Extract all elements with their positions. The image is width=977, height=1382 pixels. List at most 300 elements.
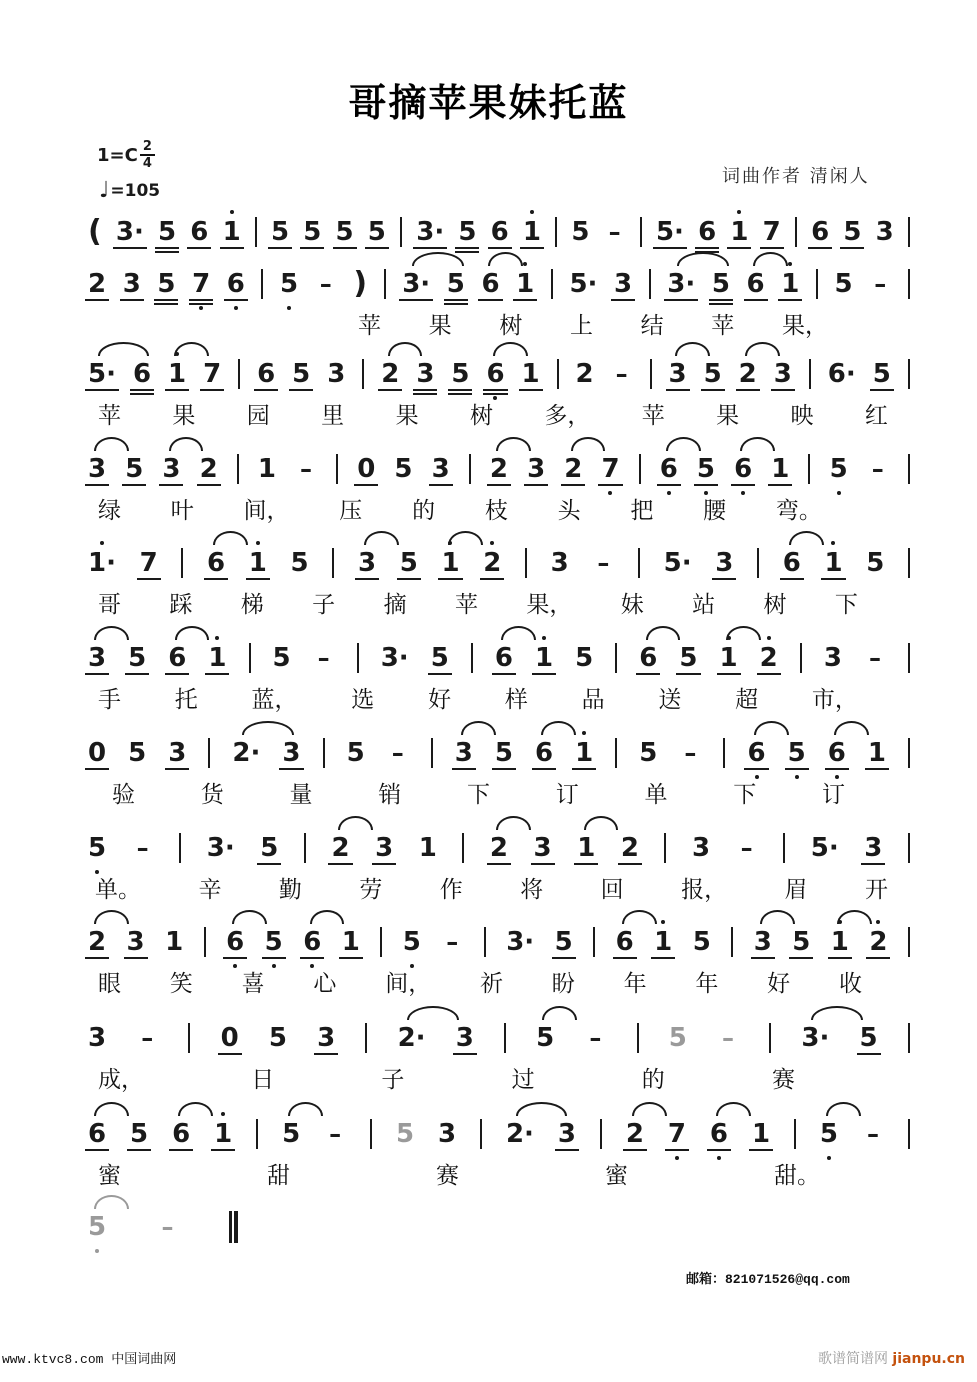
lyric-syllable: 间， bbox=[385, 970, 432, 997]
octave-dot-above bbox=[788, 262, 792, 266]
beam-underline bbox=[120, 299, 144, 301]
slur-arc bbox=[310, 910, 345, 924]
note: 5 bbox=[158, 219, 176, 245]
barline bbox=[504, 1023, 506, 1053]
slur-arc bbox=[754, 721, 789, 735]
beam-underline bbox=[768, 484, 792, 486]
octave-dot-below bbox=[608, 491, 612, 495]
lyric-syllable: 叶 bbox=[170, 497, 194, 524]
lyric-syllable: 弯。 bbox=[775, 497, 822, 524]
beam-underline bbox=[513, 299, 537, 301]
slur-arc bbox=[488, 252, 523, 266]
note: 3· bbox=[116, 219, 144, 245]
key-signature bbox=[97, 140, 155, 170]
note: 5 bbox=[395, 1119, 415, 1149]
beam-underline bbox=[137, 578, 161, 580]
duration-dash: – bbox=[866, 1120, 879, 1148]
beam-underline bbox=[85, 673, 109, 675]
note: 6 bbox=[710, 1121, 728, 1147]
lyric-syllable: 压 bbox=[339, 497, 363, 524]
barline bbox=[800, 643, 802, 673]
note: 5 bbox=[834, 269, 853, 299]
note: 1 bbox=[522, 361, 540, 387]
system-12 bbox=[88, 1205, 238, 1249]
note: 3· bbox=[402, 271, 430, 297]
note: 3 bbox=[168, 740, 186, 766]
slur-arc bbox=[496, 816, 531, 830]
barline bbox=[484, 927, 486, 957]
note: 1 bbox=[342, 929, 360, 955]
octave-dot-below bbox=[667, 491, 671, 495]
beam-underline-2 bbox=[155, 251, 179, 253]
beam-underline bbox=[279, 768, 303, 770]
beam-underline bbox=[825, 768, 849, 770]
beam-underline bbox=[413, 389, 437, 391]
beam-underline bbox=[757, 673, 781, 675]
beam-underline bbox=[428, 673, 452, 675]
lyric-syllable: 果 bbox=[172, 402, 196, 429]
octave-dot-below bbox=[755, 775, 759, 779]
note: 2 bbox=[869, 929, 887, 955]
note: 2 bbox=[621, 835, 639, 861]
beam-underline bbox=[372, 863, 396, 865]
lyric-syllable: 苹 bbox=[711, 312, 735, 339]
barline bbox=[908, 738, 910, 768]
duration-dash: – bbox=[391, 739, 404, 767]
duration-dash: – bbox=[317, 644, 330, 672]
note: 2 bbox=[626, 1121, 644, 1147]
note: 7 bbox=[763, 219, 781, 245]
lyric-syllable: 单。 bbox=[95, 876, 141, 903]
note: 7 bbox=[203, 361, 221, 387]
slur-arc bbox=[646, 626, 681, 640]
lyric-line-8 bbox=[95, 870, 888, 910]
beam-underline bbox=[154, 299, 178, 301]
beam-underline bbox=[665, 1149, 689, 1151]
note: 2 bbox=[88, 271, 106, 297]
beam-underline bbox=[483, 389, 507, 391]
beam-underline bbox=[749, 1149, 773, 1151]
composer-credit: 词曲作者 清闲人 bbox=[722, 166, 870, 187]
note: 6 bbox=[172, 1121, 190, 1147]
note: 2 bbox=[381, 361, 399, 387]
lyric-syllable: 品 bbox=[581, 686, 605, 713]
note: 2· bbox=[398, 1025, 426, 1051]
lyric-syllable: 妹 bbox=[620, 591, 644, 618]
note: 5 bbox=[668, 1023, 687, 1053]
note: 5 bbox=[403, 929, 421, 955]
beam-underline bbox=[165, 673, 189, 675]
lyric-syllable: 枝 bbox=[484, 497, 508, 524]
note: 5 bbox=[400, 550, 418, 576]
slur-arc bbox=[213, 531, 248, 545]
beam-underline bbox=[122, 484, 146, 486]
slur-arc bbox=[677, 252, 729, 266]
barline bbox=[908, 454, 910, 484]
barline bbox=[593, 927, 595, 957]
music-line-1 bbox=[88, 210, 910, 254]
lyric-syllable: 子 bbox=[312, 591, 336, 618]
note: 3· bbox=[506, 927, 535, 957]
slur-arc bbox=[541, 721, 576, 735]
barline bbox=[380, 927, 382, 957]
slur-arc bbox=[407, 1006, 459, 1020]
note: 2 bbox=[490, 456, 508, 482]
note: 3 bbox=[534, 835, 552, 861]
barline bbox=[188, 1023, 190, 1053]
beam-underline bbox=[727, 247, 751, 249]
slur-arc bbox=[837, 910, 872, 924]
lyric-syllable: 下 bbox=[834, 591, 858, 618]
note: 3 bbox=[864, 835, 882, 861]
system-10 bbox=[88, 1016, 910, 1100]
note: 1 bbox=[781, 271, 799, 297]
beam-underline bbox=[378, 389, 402, 391]
lyric-syllable: 红 bbox=[864, 402, 888, 429]
slur-arc bbox=[501, 626, 536, 640]
note: 1 bbox=[720, 645, 738, 671]
lyric-syllable: 手 bbox=[98, 686, 121, 713]
note: 1 bbox=[831, 929, 849, 955]
music-line-11 bbox=[88, 1112, 910, 1156]
barline bbox=[261, 269, 263, 299]
note: 6 bbox=[168, 645, 186, 671]
note: 6· bbox=[827, 359, 856, 389]
duration-dash: – bbox=[589, 1024, 602, 1052]
music-line-8 bbox=[88, 826, 910, 870]
note: 5· bbox=[88, 361, 116, 387]
octave-dot-above bbox=[582, 731, 586, 735]
beam-underline bbox=[701, 389, 725, 391]
octave-dot-below bbox=[287, 306, 291, 310]
slur-arc bbox=[338, 816, 373, 830]
slur-arc bbox=[716, 1102, 751, 1116]
note: 7 bbox=[192, 271, 210, 297]
octave-dot-above bbox=[221, 1112, 225, 1116]
beam-underline-2 bbox=[483, 393, 507, 395]
lyric-syllable: 单 bbox=[644, 781, 668, 808]
note: 1 bbox=[730, 219, 748, 245]
octave-dot-below bbox=[795, 775, 799, 779]
barline bbox=[649, 269, 651, 299]
beam-underline bbox=[552, 957, 576, 959]
beam-underline bbox=[339, 957, 363, 959]
lyric-syllable: 盼 bbox=[551, 970, 575, 997]
slur-arc bbox=[760, 910, 795, 924]
note: 3 bbox=[614, 271, 632, 297]
note: 6 bbox=[190, 219, 208, 245]
beam-underline bbox=[709, 299, 733, 301]
beam-underline bbox=[85, 484, 109, 486]
slur-arc bbox=[632, 1102, 667, 1116]
beam-underline bbox=[452, 768, 476, 770]
octave-dot-below bbox=[410, 964, 414, 968]
note: 6 bbox=[226, 929, 244, 955]
beam-underline bbox=[492, 673, 516, 675]
watermark-ktvc8: www.ktvc8.com 中国词曲网 bbox=[2, 1352, 177, 1367]
duration-dash: – bbox=[615, 360, 628, 388]
beam-underline bbox=[651, 957, 675, 959]
lyric-syllable: 多， bbox=[544, 402, 591, 429]
beam-underline bbox=[438, 578, 462, 580]
close-paren: ) bbox=[353, 266, 368, 301]
barline bbox=[816, 269, 818, 299]
time-signature-numerator: 2 bbox=[140, 140, 155, 156]
lyric-syllable: 日 bbox=[251, 1066, 275, 1093]
octave-dot-below bbox=[837, 491, 841, 495]
note: 6 bbox=[734, 456, 752, 482]
note: 5 bbox=[394, 454, 413, 484]
barline bbox=[757, 548, 759, 578]
barline bbox=[908, 1119, 910, 1149]
system-5 bbox=[88, 541, 910, 625]
beam-underline bbox=[165, 389, 189, 391]
octave-dot-above bbox=[876, 920, 880, 924]
beam-underline bbox=[531, 863, 555, 865]
barline bbox=[555, 217, 557, 247]
beam-underline bbox=[712, 578, 736, 580]
beam-underline bbox=[636, 673, 660, 675]
barline bbox=[256, 1119, 258, 1149]
lyric-syllable: 订 bbox=[555, 781, 579, 808]
lyric-syllable: 果 bbox=[428, 312, 452, 339]
note: 5 bbox=[130, 1121, 148, 1147]
slur-arc bbox=[175, 626, 210, 640]
time-signature bbox=[140, 140, 155, 170]
barline bbox=[557, 359, 559, 389]
note: 7 bbox=[601, 456, 619, 482]
beam-underline bbox=[289, 389, 313, 391]
beam-underline bbox=[300, 957, 324, 959]
barline bbox=[664, 833, 666, 863]
lyric-syllable: 腰 bbox=[703, 497, 727, 524]
note: 5 bbox=[431, 645, 449, 671]
beam-underline bbox=[676, 673, 700, 675]
beam-underline bbox=[165, 768, 189, 770]
barline bbox=[637, 1023, 639, 1053]
lyric-syllable: 送 bbox=[658, 686, 682, 713]
beam-underline bbox=[840, 247, 864, 249]
note: 5 bbox=[88, 835, 106, 861]
octave-dot-above bbox=[100, 541, 104, 545]
slur-arc bbox=[364, 531, 399, 545]
note: 2· bbox=[506, 1121, 534, 1147]
note: 3 bbox=[162, 456, 180, 482]
note: 5 bbox=[292, 361, 310, 387]
note: 3 bbox=[123, 271, 141, 297]
lyric-syllable: 市， bbox=[811, 686, 858, 713]
music-line-10 bbox=[88, 1016, 910, 1060]
lyric-syllable: 树 bbox=[763, 591, 787, 618]
note: 3 bbox=[669, 361, 687, 387]
beam-underline bbox=[785, 768, 809, 770]
lyric-syllable: 摘 bbox=[383, 591, 407, 618]
note: 5 bbox=[873, 361, 891, 387]
beam-underline bbox=[771, 389, 795, 391]
note: 1 bbox=[223, 219, 241, 245]
note: 1 bbox=[249, 550, 267, 576]
beam-underline bbox=[561, 484, 585, 486]
beam-underline bbox=[413, 247, 447, 249]
contact-email: 邮箱：821071526@qq.com bbox=[686, 1272, 850, 1287]
beam-underline bbox=[224, 299, 248, 301]
beam-underline bbox=[365, 247, 389, 249]
note: 3 bbox=[416, 361, 434, 387]
slur-arc bbox=[94, 1195, 129, 1209]
watermark-jianpu bbox=[818, 1348, 965, 1368]
octave-dot-above bbox=[523, 262, 527, 266]
beam-underline bbox=[611, 299, 635, 301]
open-paren: ( bbox=[88, 214, 102, 249]
music-line-7 bbox=[88, 731, 910, 775]
lyric-line-10 bbox=[98, 1060, 795, 1100]
note: 1 bbox=[516, 271, 534, 297]
note: 2 bbox=[760, 645, 778, 671]
barline bbox=[237, 454, 239, 484]
slur-arc bbox=[826, 1102, 861, 1116]
note: 5 bbox=[128, 738, 147, 768]
note: 5· bbox=[663, 548, 692, 578]
note: 3 bbox=[327, 359, 346, 389]
slur-arc bbox=[571, 437, 606, 451]
system-8 bbox=[88, 826, 910, 910]
beam-underline bbox=[866, 957, 890, 959]
beam-underline bbox=[751, 957, 775, 959]
music-line-12 bbox=[88, 1205, 238, 1249]
barline bbox=[365, 1023, 367, 1053]
beam-underline bbox=[780, 578, 804, 580]
barline bbox=[462, 833, 464, 863]
lyric-syllable: 验 bbox=[112, 781, 135, 808]
duration-dash: – bbox=[161, 1213, 174, 1241]
barline bbox=[204, 927, 206, 957]
beam-underline bbox=[870, 389, 894, 391]
note: 5 bbox=[336, 219, 354, 245]
note: 3 bbox=[432, 456, 450, 482]
beam-underline bbox=[731, 484, 755, 486]
barline bbox=[615, 738, 617, 768]
note: 3 bbox=[438, 1119, 457, 1149]
beam-underline bbox=[85, 389, 119, 391]
slur-arc bbox=[232, 910, 267, 924]
lyric-syllable: 下 bbox=[733, 781, 757, 808]
note: 6 bbox=[495, 645, 513, 671]
beam-underline bbox=[453, 1053, 477, 1055]
note: 2 bbox=[88, 929, 106, 955]
note: 5· bbox=[810, 833, 839, 863]
system-9 bbox=[88, 920, 910, 1004]
note: 6 bbox=[660, 456, 678, 482]
octave-dot-above bbox=[230, 210, 234, 214]
lyric-syllable: 踩 bbox=[169, 591, 193, 618]
note: 3 bbox=[558, 1121, 576, 1147]
note: 5 bbox=[271, 219, 289, 245]
note: 5 bbox=[280, 271, 298, 297]
note: 6 bbox=[616, 929, 634, 955]
beam-underline bbox=[200, 389, 224, 391]
beam-underline bbox=[861, 863, 885, 865]
note: 5 bbox=[458, 219, 476, 245]
slur-arc bbox=[753, 252, 788, 266]
lyric-syllable: 蓝， bbox=[251, 686, 298, 713]
note: 1 bbox=[168, 361, 186, 387]
note: 3 bbox=[282, 740, 300, 766]
note: 7 bbox=[668, 1121, 686, 1147]
note: 1 bbox=[523, 219, 541, 245]
octave-dot-below bbox=[717, 1156, 721, 1160]
lyric-syllable: 报， bbox=[681, 876, 728, 903]
note: 6 bbox=[747, 740, 765, 766]
barline bbox=[480, 1119, 482, 1149]
note: 5 bbox=[290, 548, 309, 578]
lyric-syllable: 心 bbox=[313, 970, 337, 997]
lyric-syllable: 的 bbox=[641, 1066, 665, 1093]
barline bbox=[794, 1119, 796, 1149]
lyric-syllable: 子 bbox=[381, 1066, 405, 1093]
tempo-value: =105 bbox=[110, 180, 161, 201]
barline bbox=[808, 454, 810, 484]
note: 3 bbox=[317, 1025, 335, 1051]
beam-underline bbox=[572, 768, 596, 770]
slur-arc bbox=[834, 721, 869, 735]
duration-dash: – bbox=[608, 218, 621, 246]
slur-arc bbox=[726, 626, 761, 640]
lyric-syllable: 年 bbox=[695, 970, 719, 997]
note: 5 bbox=[272, 643, 291, 673]
note: 3 bbox=[456, 1025, 474, 1051]
beam-underline bbox=[169, 1149, 193, 1151]
system-2 bbox=[88, 262, 910, 346]
note: 5 bbox=[268, 1023, 287, 1053]
beam-underline bbox=[211, 1149, 235, 1151]
beam-underline bbox=[598, 484, 622, 486]
barline bbox=[362, 359, 364, 389]
lyric-syllable: 头 bbox=[557, 497, 581, 524]
beam-underline bbox=[300, 247, 324, 249]
note: 5 bbox=[125, 456, 143, 482]
beam-underline bbox=[113, 247, 147, 249]
note: 6 bbox=[747, 271, 765, 297]
barline bbox=[809, 359, 811, 389]
slur-arc bbox=[94, 1102, 129, 1116]
note: 2 bbox=[331, 835, 349, 861]
beam-underline bbox=[220, 247, 244, 249]
barline bbox=[908, 643, 910, 673]
barline bbox=[795, 217, 797, 247]
beam-underline bbox=[736, 389, 760, 391]
note: 6 bbox=[698, 219, 716, 245]
barline bbox=[208, 738, 210, 768]
barline bbox=[551, 269, 553, 299]
note: 5 bbox=[704, 361, 722, 387]
lyric-syllable: 订 bbox=[822, 781, 845, 808]
lyric-syllable: 好 bbox=[428, 686, 452, 713]
octave-dot-above bbox=[490, 541, 494, 545]
slur-arc bbox=[461, 721, 496, 735]
lyric-syllable: 样 bbox=[504, 686, 528, 713]
barline bbox=[336, 454, 338, 484]
beam-underline bbox=[532, 673, 556, 675]
barline bbox=[615, 643, 617, 673]
duration-dash: – bbox=[300, 455, 313, 483]
music-line-6 bbox=[88, 636, 910, 680]
note: 1 bbox=[214, 1121, 232, 1147]
note: 1 bbox=[868, 740, 886, 766]
beam-underline bbox=[155, 247, 179, 249]
beam-underline bbox=[778, 299, 802, 301]
beam-underline bbox=[355, 578, 379, 580]
barline bbox=[179, 833, 181, 863]
